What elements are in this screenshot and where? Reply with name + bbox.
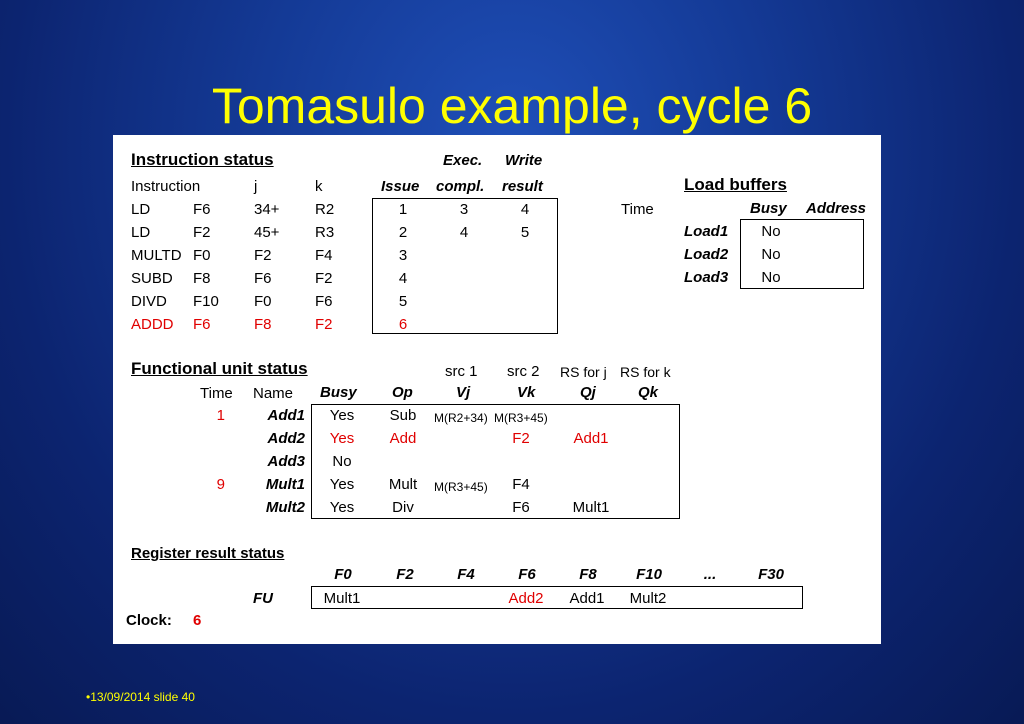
instr-j: F8 — [254, 316, 272, 333]
load-buffers-heading: Load buffers — [684, 175, 787, 194]
instr-op: LD — [131, 224, 151, 241]
fu-qj-header: Qj — [580, 384, 596, 401]
load-buffer-busy: No — [761, 223, 781, 240]
register-name: F4 — [457, 566, 475, 583]
instr-dest: F0 — [193, 247, 211, 264]
register-name: F0 — [334, 566, 352, 583]
load-address-header: Address — [806, 200, 867, 217]
register-name: F10 — [636, 566, 662, 583]
issue-header: Issue — [381, 178, 420, 195]
load-time-label: Time — [621, 201, 654, 218]
compl-header: compl. — [436, 178, 485, 195]
instr-k: F2 — [315, 270, 333, 287]
register-name: F6 — [518, 566, 536, 583]
result-header: result — [502, 178, 543, 195]
instr-op: SUBD — [131, 270, 173, 287]
instr-k: R3 — [315, 224, 335, 241]
fu-name: Add3 — [267, 453, 305, 470]
instr-issue: 3 — [398, 247, 408, 264]
fu-busy: Yes — [329, 430, 355, 447]
instr-k: F2 — [315, 316, 333, 333]
instruction-status-heading: Instruction status — [131, 150, 274, 169]
register-fu-value: Mult1 — [323, 590, 361, 607]
fu-busy: Yes — [329, 499, 355, 516]
register-result-status-heading: Register result status — [131, 545, 285, 562]
k-header: k — [315, 178, 323, 195]
fu-busy-header: Busy — [320, 384, 357, 401]
exec-header: Exec. — [443, 152, 483, 169]
instr-k: F4 — [315, 247, 333, 264]
fu-busy: Yes — [329, 476, 355, 493]
load-buffer-name: Load2 — [684, 246, 729, 263]
fu-vk-header: Vk — [517, 384, 536, 401]
instr-j: F0 — [254, 293, 272, 310]
src2-header: src 2 — [507, 363, 540, 380]
fu-op: Sub — [389, 407, 417, 424]
rs-for-k-header: RS for k — [620, 364, 671, 380]
instr-op: ADDD — [131, 316, 174, 333]
fu-vj: M(R3+45) — [434, 480, 488, 494]
register-name: F30 — [758, 566, 784, 583]
instruction-header: Instruction — [131, 178, 201, 195]
instr-issue: 4 — [398, 270, 408, 287]
instr-k: R2 — [315, 201, 335, 218]
fu-qj: Mult1 — [572, 499, 610, 516]
register-name: ... — [703, 566, 717, 583]
register-fu-value: Add1 — [569, 590, 605, 607]
instr-j: 34+ — [254, 201, 280, 218]
instr-op: DIVD — [131, 293, 167, 310]
instr-compl: 3 — [459, 201, 469, 218]
write-header: Write — [505, 152, 543, 169]
fu-op: Add — [389, 430, 417, 447]
slide-footer: •13/09/2014 slide 40 — [86, 690, 195, 704]
load-buffer-name: Load1 — [684, 223, 729, 240]
clock-value: 6 — [193, 612, 202, 629]
instr-dest: F6 — [193, 316, 211, 333]
instr-op: MULTD — [131, 247, 182, 264]
fu-vj: M(R2+34) — [434, 411, 488, 425]
fu-name: Add2 — [267, 430, 305, 447]
instr-j: F2 — [254, 247, 272, 264]
fu-time: 1 — [216, 407, 225, 424]
fu-name: Add1 — [267, 407, 305, 424]
fu-name: Mult1 — [265, 476, 305, 493]
fu-time-header: Time — [200, 385, 233, 402]
j-header: j — [254, 178, 258, 195]
fu-name-header: Name — [253, 385, 294, 402]
instr-result: 5 — [520, 224, 530, 241]
instr-issue: 6 — [398, 316, 408, 333]
fu-vk: F2 — [512, 430, 530, 447]
fu-qj: Add1 — [573, 430, 609, 447]
clock-label: Clock: — [126, 612, 172, 629]
instr-issue: 2 — [398, 224, 408, 241]
instr-issue: 5 — [398, 293, 408, 310]
instr-j: F6 — [254, 270, 272, 287]
load-buffer-busy: No — [761, 246, 781, 263]
instr-dest: F2 — [193, 224, 211, 241]
instr-result: 4 — [520, 201, 530, 218]
instr-j: 45+ — [254, 224, 280, 241]
instr-k: F6 — [315, 293, 333, 310]
fu-name: Mult2 — [265, 499, 305, 516]
src1-header: src 1 — [445, 363, 478, 380]
fu-busy: No — [332, 453, 352, 470]
instr-op: LD — [131, 201, 151, 218]
fu-time: 9 — [216, 476, 225, 493]
fu-op-header: Op — [392, 384, 413, 401]
content-panel — [113, 135, 881, 644]
instr-compl: 4 — [459, 224, 469, 241]
load-buffer-busy: No — [761, 269, 781, 286]
fu-vk: M(R3+45) — [494, 411, 548, 425]
register-name: F8 — [579, 566, 597, 583]
fu-label: FU — [253, 590, 273, 607]
instr-dest: F10 — [193, 293, 219, 310]
fu-op: Div — [392, 499, 414, 516]
register-name: F2 — [396, 566, 414, 583]
fu-vj-header: Vj — [456, 384, 471, 401]
register-fu-value: Mult2 — [629, 590, 667, 607]
fu-vk: F4 — [512, 476, 530, 493]
fu-op: Mult — [388, 476, 418, 493]
slide-title: Tomasulo example, cycle 6 — [211, 78, 813, 134]
functional-unit-status-heading: Functional unit status — [131, 359, 308, 378]
instr-issue: 1 — [398, 201, 408, 218]
fu-qk-header: Qk — [638, 384, 659, 401]
fu-vk: F6 — [512, 499, 530, 516]
load-busy-header: Busy — [750, 200, 787, 217]
load-buffer-name: Load3 — [684, 269, 729, 286]
fu-busy: Yes — [329, 407, 355, 424]
register-result-box — [311, 586, 803, 609]
instr-dest: F6 — [193, 201, 211, 218]
register-fu-value: Add2 — [508, 590, 544, 607]
instr-dest: F8 — [193, 270, 211, 287]
rs-for-j-header: RS for j — [560, 364, 607, 380]
